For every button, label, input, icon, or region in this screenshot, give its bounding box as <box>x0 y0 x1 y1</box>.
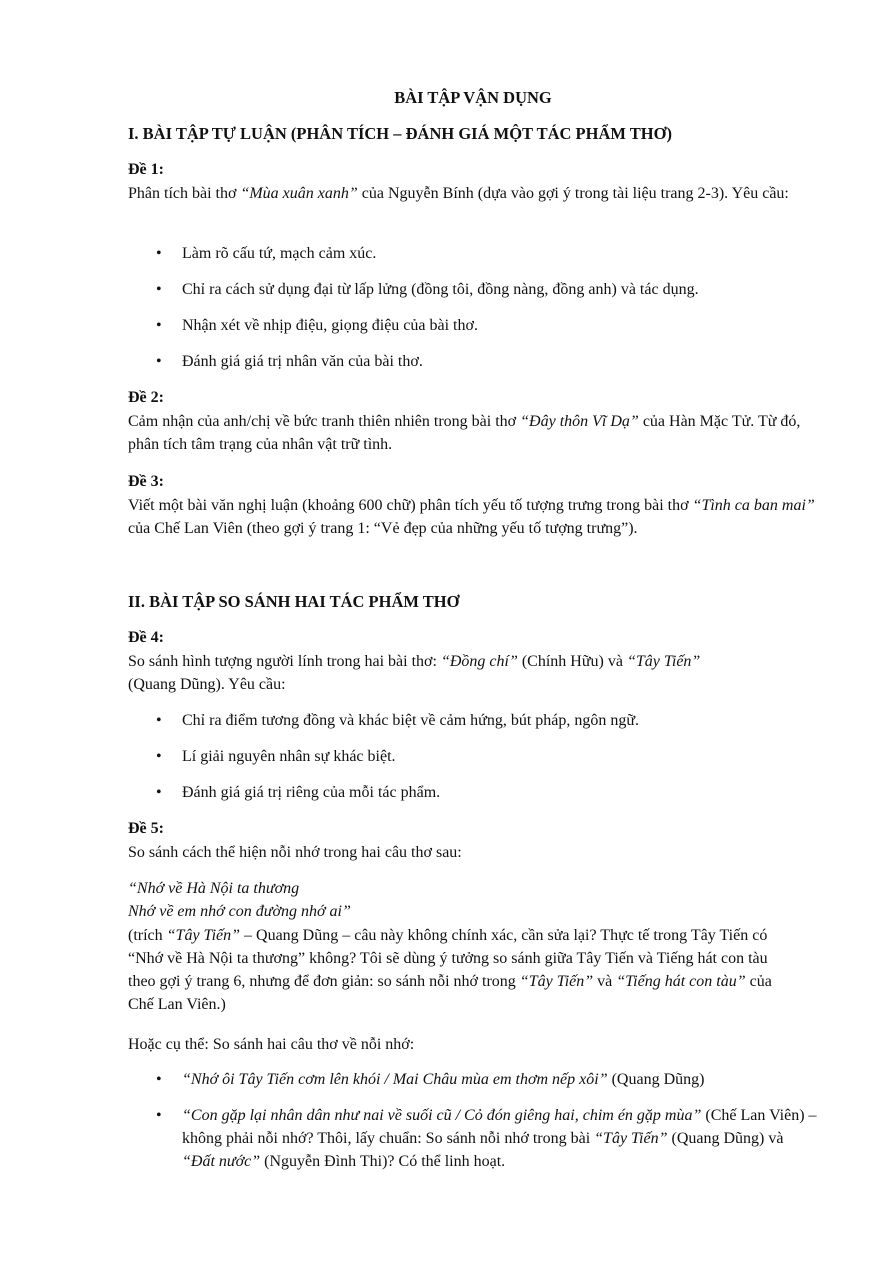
note-text: và <box>593 973 617 990</box>
note-poem: “Tây Tiến” <box>519 973 594 990</box>
list-item <box>128 709 818 732</box>
list-item-text: (Chế Lan Viên) – không phải nỗi nhớ? Thôi, lấy chuẩn: So sánh nỗi nhớ trong bài <box>182 1107 817 1147</box>
de-3-label: Đề 3: <box>128 473 164 490</box>
de-5-intro: So sánh cách thể hiện nỗi nhớ trong hai câu thơ sau: <box>128 844 462 861</box>
de-1-poem-title: “Mùa xuân xanh” <box>240 185 358 202</box>
list-item <box>128 781 818 804</box>
de-4-poem-1: “Đồng chí” <box>440 653 518 670</box>
de-4-requirements-list <box>128 709 818 804</box>
de-4-text-b: (Chính Hữu) và <box>517 653 627 670</box>
de-1-text-b: của Nguyễn Bính (dựa vào gợi ý trong tài liệu trang 2-3). Yêu cầu: <box>357 185 789 202</box>
list-item-text: Nhận xét về nhịp điệu, giọng điệu của bài thơ. <box>182 317 478 334</box>
de-1-label: Đề 1: <box>128 161 164 178</box>
de-4-label: Đề 4: <box>128 629 164 646</box>
verse-text: “Đất nước” <box>182 1153 261 1170</box>
de-4-prompt <box>128 650 728 696</box>
de-1-text-a: Phân tích bài thơ <box>128 185 241 202</box>
list-item-text: Đánh giá giá trị riêng của mỗi tác phẩm. <box>182 784 441 801</box>
de-5-note <box>128 924 798 1016</box>
list-item-text: Lí giải nguyên nhân sự khác biệt. <box>182 748 396 765</box>
de-1-requirements-list <box>128 242 818 373</box>
de-1-prompt <box>128 182 818 205</box>
bullet-icon: • <box>156 281 162 298</box>
de-5-label: Đề 5: <box>128 820 164 837</box>
list-item-text: Chỉ ra điểm tương đồng và khác biệt về cảm hứng, bút pháp, ngôn ngữ. <box>182 712 640 729</box>
de-5-alt-intro: Hoặc cụ thể: So sánh hai câu thơ về nỗi nhớ: <box>128 1036 415 1053</box>
de-3-prompt <box>128 494 818 540</box>
list-item <box>128 350 818 373</box>
verse-text: “Con gặp lại nhân dân như nai về suối cũ / Cỏ đón giêng hai, chim én gặp mùa” <box>182 1107 702 1124</box>
bullet-icon: • <box>156 353 162 370</box>
de-2-text-b: của Hàn Mặc Tử. Từ đó, phân tích tâm trạng của nhân vật trữ tình. <box>128 413 801 453</box>
de-4-text-c: (Quang Dũng). Yêu cầu: <box>128 676 286 693</box>
list-item-text: Làm rõ cấu tứ, mạch cảm xúc. <box>182 245 377 262</box>
section-1-heading: I. BÀI TẬP TỰ LUẬN (PHÂN TÍCH – ĐÁNH GIÁ MỘT TÁC PHẨM THƠ) <box>128 124 672 143</box>
verse-text: “Nhớ về Hà Nội ta thương <box>128 880 300 897</box>
bullet-icon: • <box>156 748 162 765</box>
de-4-poem-2: “Tây Tiến” <box>626 653 701 670</box>
bullet-icon: • <box>156 784 162 801</box>
de-4-text-a: So sánh hình tượng người lính trong hai bài thơ: <box>128 653 441 670</box>
bullet-icon: • <box>156 1107 162 1124</box>
bullet-icon: • <box>156 317 162 334</box>
list-item-text: Đánh giá giá trị nhân văn của bài thơ. <box>182 353 423 370</box>
de-5-alt-list <box>128 1068 818 1173</box>
de-2-prompt <box>128 410 818 456</box>
list-item-text: (Nguyễn Đình Thi)? Có thể linh hoạt. <box>260 1153 506 1170</box>
list-item <box>128 745 818 768</box>
verse-text: “Nhớ ôi Tây Tiến cơm lên khói / Mai Châu mùa em thơm nếp xôi” <box>182 1071 608 1088</box>
de-2-poem-title: “Đây thôn Vĩ Dạ” <box>520 413 639 430</box>
de-3-poem-title: “Tình ca ban mai” <box>692 497 815 514</box>
verse-text: “Tây Tiến” <box>594 1130 668 1147</box>
note-text: của Chế Lan Viên.) <box>128 973 772 1013</box>
bullet-icon: • <box>156 712 162 729</box>
section-2-heading: II. BÀI TẬP SO SÁNH HAI TÁC PHẨM THƠ <box>128 592 460 611</box>
de-3-text-a: Viết một bài văn nghị luận (khoảng 600 chữ) phân tích yếu tố tượng trưng trong bài thơ <box>128 497 693 514</box>
list-item-text: Chỉ ra cách sử dụng đại từ lấp lửng (đồng tôi, đồng nàng, đồng anh) và tác dụng. <box>182 281 699 298</box>
list-item <box>128 1068 818 1091</box>
bullet-icon: • <box>156 1071 162 1088</box>
list-item <box>128 314 818 337</box>
verse-text: Nhớ về em nhớ con đường nhớ ai” <box>128 903 351 920</box>
list-item <box>128 242 818 265</box>
de-2-text-a: Cảm nhận của anh/chị về bức tranh thiên nhiên trong bài thơ <box>128 413 521 430</box>
note-text: (trích <box>128 927 167 944</box>
list-item-text: (Quang Dũng) và <box>667 1130 784 1147</box>
de-5-verse-line-1 <box>128 877 818 900</box>
note-poem: “Tây Tiến” <box>166 927 241 944</box>
list-item <box>128 278 818 301</box>
de-3-text-b: của Chế Lan Viên (theo gợi ý trang 1: “Vẻ đẹp của những yếu tố tượng trưng”). <box>128 520 638 537</box>
de-5-verse-line-2 <box>128 900 818 923</box>
note-poem: “Tiếng hát con tàu” <box>616 973 746 990</box>
list-item <box>128 1104 818 1173</box>
note-text: – Quang Dũng – câu này không chính xác, cần sửa lại? Thực tế trong Tây Tiến có “Nhớ về Hà Nội ta thương” không? Tôi sẽ dùng ý tưởng so sánh giữa Tây Tiến và Tiếng hát con tàu theo gợi ý trang 6, nhưng để đơn giản: so sánh nỗi nhớ trong <box>128 927 768 990</box>
document-title: BÀI TẬP VẬN DỤNG <box>394 88 552 107</box>
de-2-label: Đề 2: <box>128 389 164 406</box>
bullet-icon: • <box>156 245 162 262</box>
list-item-text: (Quang Dũng) <box>607 1071 705 1088</box>
